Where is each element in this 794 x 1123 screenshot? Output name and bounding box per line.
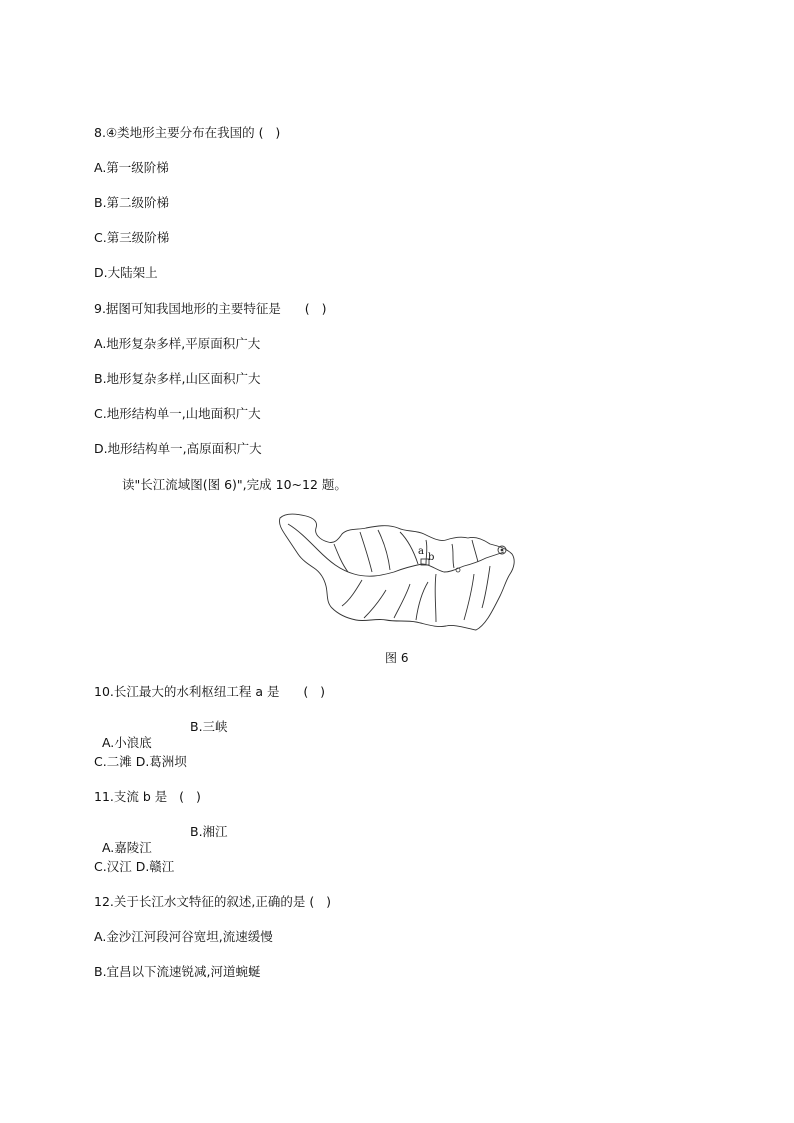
question-10-stem: 10.长江最大的水利枢纽工程 a 是 ( ) bbox=[94, 684, 326, 699]
question-8-option-d: D.大陆架上 bbox=[94, 265, 158, 280]
question-8-option-a: A.第一级阶梯 bbox=[94, 160, 169, 175]
figure-intro: 读"长江流域图(图 6)",完成 10~12 题。 bbox=[122, 477, 347, 492]
question-8-stem: 8.④类地形主要分布在我国的 ( ) bbox=[94, 125, 281, 140]
question-10-option-b: B.三峡 bbox=[190, 719, 228, 734]
question-12-stem: 12.关于长江水文特征的叙述,正确的是 ( ) bbox=[94, 894, 332, 909]
question-11-options-row-2 bbox=[94, 859, 174, 875]
question-11-stem: 11.支流 b 是 ( ) bbox=[94, 789, 201, 804]
yangtze-basin-map bbox=[276, 510, 520, 632]
question-9-option-c: C.地形结构单一,山地面积广大 bbox=[94, 406, 261, 421]
question-11-option-a: A.嘉陵江 bbox=[101, 840, 152, 855]
question-11-option-b: B.湘江 bbox=[190, 824, 228, 839]
question-9-stem: 9.据图可知我国地形的主要特征是 ( ) bbox=[94, 301, 327, 316]
question-8-option-b: B.第二级阶梯 bbox=[94, 195, 170, 210]
figure-caption: 图 6 bbox=[385, 651, 409, 665]
question-12-option-a: A.金沙江河段河谷宽坦,流速缓慢 bbox=[94, 929, 273, 944]
question-10-options-row-2 bbox=[94, 754, 187, 770]
question-12-option-b: B.宜昌以下流速锐减,河道蜿蜒 bbox=[94, 964, 261, 979]
question-10-option-a: A.小浪底 bbox=[101, 735, 152, 750]
question-9-option-b: B.地形复杂多样,山区面积广大 bbox=[94, 371, 261, 386]
map-label-b: b bbox=[428, 552, 435, 563]
question-9-option-d: D.地形结构单一,高原面积广大 bbox=[94, 441, 262, 456]
question-11-option-d: D.赣江 bbox=[135, 859, 175, 874]
map-label-a: a bbox=[418, 546, 424, 557]
question-10-option-d: D.葛洲坝 bbox=[135, 754, 187, 769]
question-10-option-c: C.二滩 bbox=[94, 754, 132, 769]
question-8-option-c: C.第三级阶梯 bbox=[94, 230, 170, 245]
question-11-option-c: C.汉江 bbox=[94, 859, 132, 874]
question-9-option-a: A.地形复杂多样,平原面积广大 bbox=[94, 336, 261, 351]
